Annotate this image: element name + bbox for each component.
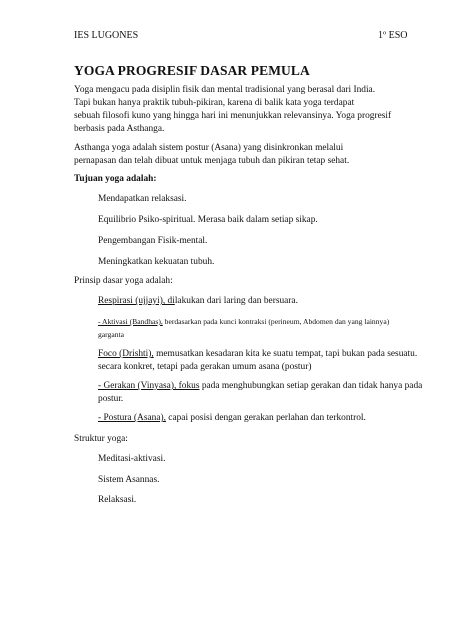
- structure-item: Sistem Asannas.: [98, 475, 160, 485]
- structure-heading: Struktur yoga:: [74, 434, 128, 444]
- principle-text: lakukan dari laring dan bersuara.: [174, 296, 298, 306]
- principle-term: - Postura (Asana),: [98, 413, 166, 423]
- principle-foco: [98, 348, 417, 362]
- structure-item: Relaksasi.: [98, 495, 137, 505]
- grade-label: 1º ESO: [378, 30, 408, 41]
- asthanga-line: pernapasan dan telah dibuat untuk menjaga tubuh dan pikiran tetap sehat.: [74, 156, 350, 166]
- principle-text: berdasarkan pada kunci kontraksi (perineum, Abdomen dan yang lainnya): [162, 317, 390, 326]
- principle-text: pada menghubungkan setiap gerakan dan tidak hanya pada: [199, 381, 423, 391]
- principle-term: Foco (Drishti),: [98, 349, 154, 359]
- intro-line: sebuah filosofi kuno yang hingga hari ini menunjukkan relevansinya. Yoga progresif: [74, 111, 392, 121]
- principle-text: memusatkan kesadaran kita ke suatu tempat, tapi bukan pada sesuatu.: [153, 349, 418, 359]
- principle-text: capai posisi dengan gerakan perlahan dan terkontrol.: [165, 413, 366, 423]
- principle-text-cont: garganta: [98, 330, 125, 339]
- principle-text-cont: postur.: [98, 394, 124, 404]
- goal-item: Equilibrio Psiko-spiritual. Merasa baik dalam setiap sikap.: [98, 215, 318, 225]
- principle-term: - Aktivasi (Bandhas),: [98, 317, 163, 326]
- goal-item: Pengembangan Fisik-mental.: [98, 236, 208, 246]
- goal-item: Mendapatkan relaksasi.: [98, 194, 187, 204]
- intro-line: Yoga mengacu pada disiplin fisik dan mental tradisional yang berasal dari India.: [74, 85, 376, 95]
- principles-heading: Prinsip dasar yoga adalah:: [74, 276, 173, 286]
- principle-aktivasi: [98, 317, 389, 326]
- principle-term: - Gerakan (Vinyasa), fokus: [98, 381, 200, 391]
- principle-term: Respirasi (ujjayi), di: [98, 296, 175, 306]
- school-name: IES LUGONES: [74, 30, 139, 41]
- page-title: YOGA PROGRESIF DASAR PEMULA: [74, 63, 310, 78]
- goal-item: Meningkatkan kekuatan tubuh.: [98, 257, 215, 267]
- intro-line: Tapi bukan hanya praktik tubuh-pikiran, karena di balik kata yoga terdapat: [74, 98, 355, 108]
- goals-heading: Tujuan yoga adalah:: [74, 174, 157, 184]
- asthanga-line: Asthanga yoga adalah sistem postur (Asana) yang disinkronkan melalui: [74, 143, 344, 153]
- intro-line: berbasis pada Asthanga.: [74, 124, 165, 134]
- principle-respirasi: [98, 295, 298, 309]
- principle-postura: [98, 412, 366, 426]
- structure-item: Meditasi-aktivasi.: [98, 454, 166, 464]
- principle-text-cont: secara konkret, tetapi pada gerakan umum asana (postur): [98, 362, 312, 372]
- principle-gerakan: [98, 380, 422, 394]
